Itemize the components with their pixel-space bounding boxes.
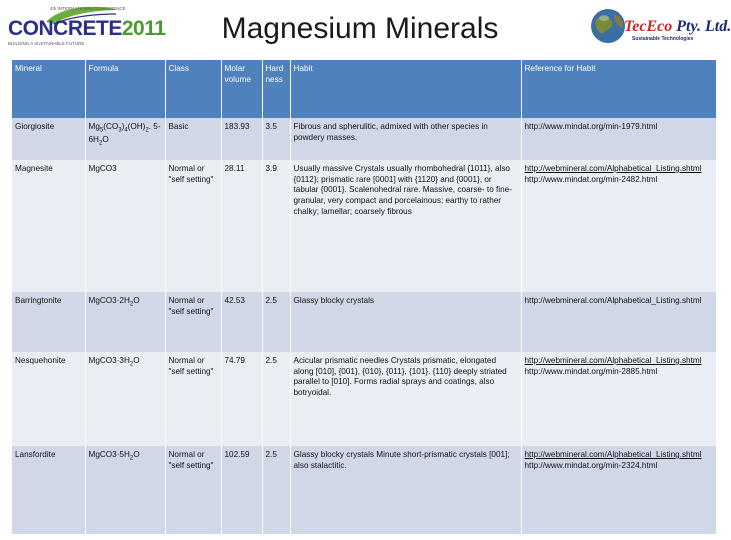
reference-link-2[interactable]: http://www.mindat.org/min-2324.html [524,460,658,470]
formula-cell: $MgCO3\cdot 3H_2O$ [85,352,165,446]
header-habit: Habit [290,60,521,118]
reference-link-2[interactable]: http://www.mindat.org/min-2885.html [524,366,658,376]
reference-cell: http://webmineral.com/Alphabetical_Listing.shtml [521,292,716,352]
table-row [12,118,716,160]
mineral-cell: Nesquehonite [12,352,85,446]
logo-subtitle: Sustainable Technologies [632,36,694,42]
habit-cell: Acicular prismatic needles Crystals prismatic, elongated along [010], {001}, {010}, {011}, {101}. {110} deeply striated parallel to [010]. Forms radial sprays and coatings, also botryoidal. [290,352,521,446]
reference-link[interactable]: http://webmineral.com/Alphabetical_Listing.shtml [524,356,702,365]
habit-cell: Glassy blocky crystals Minute short-prismatic crystals [001]; also stalactitic. [290,446,521,534]
formula-cell: $Mg_5(CO_3)_4(OH)_2$. $5-6H_2O$ [85,118,165,160]
header-class: Class [165,60,221,118]
table-header-row [12,60,716,118]
hardness-cell: 2.5 [262,446,290,534]
molar-volume-cell: 28.11 [221,160,262,292]
reference-link[interactable]: http://webmineral.com/Alphabetical_Listing.shtml [524,450,702,459]
class-cell: Normal or "self setting" [165,160,221,292]
formula-cell: $MgCO3\cdot 5H_2O$ [85,446,165,534]
logo-top-text: 4th INTERNATIONAL CONFERENCE [50,6,126,11]
header-reference: Reference for Habit [521,60,716,118]
molar-volume-cell: 74.79 [221,352,262,446]
table-row [12,352,716,446]
habit-cell: Fibrous and spherulitic, admixed with other species in powdery masses. [290,118,521,160]
molar-volume-cell: 183.93 [221,118,262,160]
header-formula: Formula [85,60,165,118]
reference-link[interactable]: http://webmineral.com/Alphabetical_Listing.shtml [524,164,702,173]
class-cell: Normal or "self setting" [165,446,221,534]
habit-cell: Usually massive Crystals usually rhombohedral {1011}, also {0112}; prismatic rare [0001] with {1120} and {0001}, or tabular {0001}. Scalenohedral rare. Massive, coarse- to fine-granular, very compact and porcelainous; earthy to rather chalky; lamellar; coarsely fibrous [290,160,521,292]
logo-tagline: BUILDING A SUSTAINABLE FUTURE [8,41,85,46]
mineral-cell: Lansfordite [12,446,85,534]
formula-cell: MgCO3 [85,160,165,292]
class-cell: Normal or "self setting" [165,292,221,352]
header-hardness: Hard ness [262,60,290,118]
header-molar-volume: Molar volume [221,60,262,118]
table-row [12,446,716,534]
reference-link-2[interactable]: http://www.mindat.org/min-2482.html [524,174,658,184]
page-title: Magnesium Minerals [221,12,499,45]
hardness-cell: 3.5 [262,118,290,160]
logo-company-name: TecEco Pty. Ltd. [624,18,731,35]
globe-icon [588,4,628,48]
class-cell: Basic [165,118,221,160]
hardness-cell: 2.5 [262,292,290,352]
reference-cell: http://www.mindat.org/min-1979.html [521,118,716,160]
tececo-logo [588,2,731,50]
molar-volume-cell: 102.59 [221,446,262,534]
logo-word: CONCRETE2011 [8,17,166,40]
minerals-table [12,60,717,534]
mineral-cell: Giorgiosite [12,118,85,160]
header-mineral: Mineral [12,60,85,118]
hardness-cell: 3.9 [262,160,290,292]
reference-cell [521,160,716,292]
hardness-cell: 2.5 [262,352,290,446]
habit-cell: Glassy blocky crystals [290,292,521,352]
reference-cell [521,352,716,446]
formula-cell: $MgCO3\cdot 2H_2O$ [85,292,165,352]
table-row [12,292,716,352]
reference-cell [521,446,716,534]
mineral-cell: Magnesite [12,160,85,292]
table-row [12,160,716,292]
class-cell: Normal or "self setting" [165,352,221,446]
mineral-cell: Barringtonite [12,292,85,352]
molar-volume-cell: 42.53 [221,292,262,352]
